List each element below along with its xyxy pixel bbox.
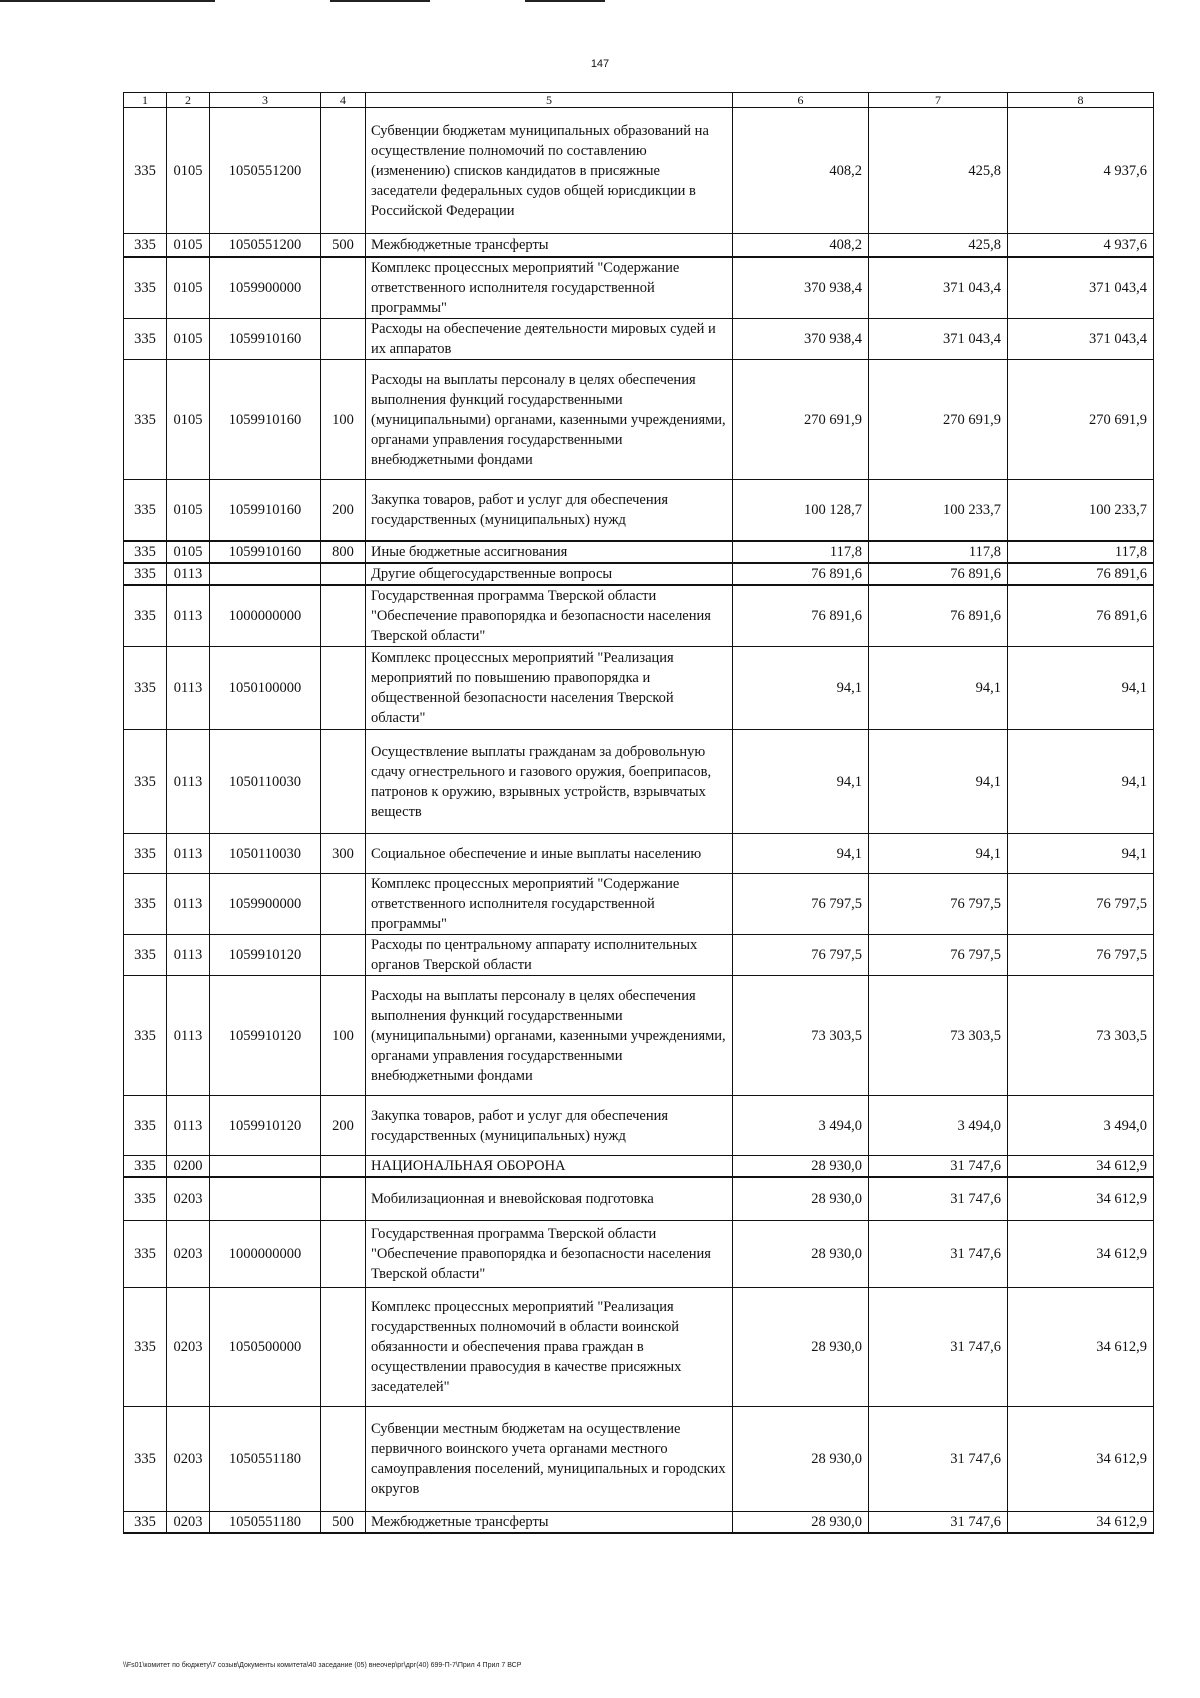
expense-type-cell [321,319,366,360]
table-row [124,1096,1154,1156]
expense-type-cell [321,730,366,834]
gl-code-cell: 335 [124,360,167,480]
table-row [124,1221,1154,1288]
target-article-cell: 1050551180 [210,1407,321,1512]
section-code-cell: 0105 [167,360,210,480]
amount-2025-cell: 31 747,6 [869,1512,1008,1534]
header-cell: 5 [366,93,733,108]
expense-type-cell [321,585,366,647]
description-cell: Осуществление выплаты гражданам за добровольную сдачу огнестрельного и газового оружия, боеприпасов, патронов к оружию, взрывных устройств, взрывчатых веществ [366,730,733,834]
expense-type-cell [321,257,366,319]
target-article-cell [210,1177,321,1221]
file-path-footer: \\Fs01\комитет по бюджету\7 созыв\Документы комитета\40 заседание (05) внеочер\рг\дрг(40) 699-П-7\Прил 4 Прил 7 ВСР [123,1662,522,1669]
expense-type-cell: 200 [321,1096,366,1156]
amount-2026-cell: 94,1 [1008,730,1154,834]
table-row [124,257,1154,319]
gl-code-cell: 335 [124,541,167,563]
amount-2025-cell: 76 797,5 [869,874,1008,935]
target-article-cell: 1050551200 [210,234,321,258]
header-cell: 3 [210,93,321,108]
gl-code-cell: 335 [124,834,167,874]
amount-2026-cell: 34 612,9 [1008,1512,1154,1534]
amount-2024-cell: 76 797,5 [733,874,869,935]
description-cell: Субвенции местным бюджетам на осуществление первичного воинского учета органами местного самоуправления поселений, муниципальных и городских округов [366,1407,733,1512]
table-row [124,834,1154,874]
gl-code-cell: 335 [124,730,167,834]
expense-type-cell [321,1407,366,1512]
table-row [124,1512,1154,1534]
header-cell: 1 [124,93,167,108]
amount-2024-cell: 28 930,0 [733,1512,869,1534]
gl-code-cell: 335 [124,1407,167,1512]
target-article-cell: 1059910120 [210,976,321,1096]
gl-code-cell: 335 [124,234,167,258]
gl-code-cell: 335 [124,257,167,319]
amount-2025-cell: 100 233,7 [869,480,1008,542]
target-article-cell: 1059910160 [210,319,321,360]
target-article-cell: 1000000000 [210,585,321,647]
table-row [124,1177,1154,1221]
amount-2026-cell: 3 494,0 [1008,1096,1154,1156]
amount-2025-cell: 371 043,4 [869,319,1008,360]
table-row [124,541,1154,563]
gl-code-cell: 335 [124,108,167,234]
gl-code-cell: 335 [124,585,167,647]
amount-2026-cell: 76 797,5 [1008,874,1154,935]
section-code-cell: 0105 [167,257,210,319]
description-cell: Другие общегосударственные вопросы [366,563,733,585]
amount-2024-cell: 370 938,4 [733,319,869,360]
gl-code-cell: 335 [124,1512,167,1534]
amount-2025-cell: 31 747,6 [869,1407,1008,1512]
table-row [124,935,1154,976]
amount-2024-cell: 94,1 [733,730,869,834]
description-cell: Закупка товаров, работ и услуг для обеспечения государственных (муниципальных) нужд [366,480,733,542]
section-code-cell: 0203 [167,1177,210,1221]
description-cell: Расходы на обеспечение деятельности мировых судей и их аппаратов [366,319,733,360]
description-cell: Государственная программа Тверской области "Обеспечение правопорядка и безопасности населения Тверской области" [366,1221,733,1288]
section-code-cell: 0105 [167,319,210,360]
section-code-cell: 0113 [167,834,210,874]
amount-2025-cell: 76 891,6 [869,585,1008,647]
expense-type-cell: 500 [321,1512,366,1534]
target-article-cell: 1050500000 [210,1288,321,1407]
target-article-cell: 1059910120 [210,935,321,976]
section-code-cell: 0203 [167,1407,210,1512]
header-cell: 7 [869,93,1008,108]
section-code-cell: 0113 [167,1096,210,1156]
header-cell: 6 [733,93,869,108]
column-number-row [124,93,1154,108]
target-article-cell: 1050551200 [210,108,321,234]
section-code-cell: 0113 [167,647,210,730]
description-cell: НАЦИОНАЛЬНАЯ ОБОРОНА [366,1156,733,1178]
section-code-cell: 0113 [167,585,210,647]
amount-2026-cell: 34 612,9 [1008,1156,1154,1178]
amount-2024-cell: 28 930,0 [733,1221,869,1288]
amount-2026-cell: 94,1 [1008,647,1154,730]
expense-type-cell: 300 [321,834,366,874]
amount-2024-cell: 100 128,7 [733,480,869,542]
description-cell: Комплекс процессных мероприятий "Содержание ответственного исполнителя государственной программы" [366,874,733,935]
description-cell: Государственная программа Тверской области "Обеспечение правопорядка и безопасности населения Тверской области" [366,585,733,647]
description-cell: Межбюджетные трансферты [366,234,733,258]
expense-type-cell: 500 [321,234,366,258]
section-code-cell: 0113 [167,935,210,976]
amount-2025-cell: 31 747,6 [869,1156,1008,1178]
description-cell: Расходы по центральному аппарату исполнительных органов Тверской области [366,935,733,976]
header-cell: 2 [167,93,210,108]
table-row [124,1288,1154,1407]
gl-code-cell: 335 [124,1156,167,1178]
amount-2024-cell: 28 930,0 [733,1156,869,1178]
page-number: 147 [590,58,610,70]
section-code-cell: 0105 [167,541,210,563]
expense-type-cell [321,108,366,234]
gl-code-cell: 335 [124,935,167,976]
description-cell: Комплекс процессных мероприятий "Содержание ответственного исполнителя государственной программы" [366,257,733,319]
section-code-cell: 0113 [167,976,210,1096]
section-code-cell: 0203 [167,1288,210,1407]
gl-code-cell: 335 [124,647,167,730]
expense-type-cell [321,874,366,935]
amount-2024-cell: 370 938,4 [733,257,869,319]
target-article-cell: 1059900000 [210,874,321,935]
amount-2026-cell: 73 303,5 [1008,976,1154,1096]
expense-type-cell [321,563,366,585]
section-code-cell: 0203 [167,1512,210,1534]
amount-2025-cell: 270 691,9 [869,360,1008,480]
amount-2025-cell: 94,1 [869,647,1008,730]
amount-2025-cell: 31 747,6 [869,1288,1008,1407]
amount-2026-cell: 4 937,6 [1008,234,1154,258]
amount-2024-cell: 28 930,0 [733,1177,869,1221]
description-cell: Межбюджетные трансферты [366,1512,733,1534]
table-row [124,234,1154,258]
amount-2025-cell: 371 043,4 [869,257,1008,319]
header-cell: 8 [1008,93,1154,108]
table-row [124,647,1154,730]
expense-type-cell [321,1177,366,1221]
gl-code-cell: 335 [124,874,167,935]
target-article-cell: 1059910160 [210,480,321,542]
table-row [124,585,1154,647]
amount-2026-cell: 76 891,6 [1008,585,1154,647]
description-cell: Закупка товаров, работ и услуг для обеспечения государственных (муниципальных) нужд [366,1096,733,1156]
section-code-cell: 0203 [167,1221,210,1288]
amount-2024-cell: 117,8 [733,541,869,563]
amount-2025-cell: 3 494,0 [869,1096,1008,1156]
target-article-cell [210,1156,321,1178]
description-cell: Комплекс процессных мероприятий "Реализация мероприятий по повышению правопорядка и общественной безопасности населения Тверской области" [366,647,733,730]
target-article-cell: 1050100000 [210,647,321,730]
expense-type-cell [321,935,366,976]
amount-2026-cell: 270 691,9 [1008,360,1154,480]
amount-2025-cell: 94,1 [869,834,1008,874]
amount-2025-cell: 425,8 [869,108,1008,234]
amount-2026-cell: 34 612,9 [1008,1288,1154,1407]
section-code-cell: 0113 [167,730,210,834]
gl-code-cell: 335 [124,976,167,1096]
amount-2026-cell: 117,8 [1008,541,1154,563]
target-article-cell: 1059910120 [210,1096,321,1156]
amount-2024-cell: 408,2 [733,108,869,234]
amount-2026-cell: 371 043,4 [1008,257,1154,319]
gl-code-cell: 335 [124,319,167,360]
table-row [124,360,1154,480]
target-article-cell: 1050110030 [210,730,321,834]
gl-code-cell: 335 [124,1177,167,1221]
description-cell: Расходы на выплаты персоналу в целях обеспечения выполнения функций государственными (муниципальными) органами, казенными учреждениями, органами управления государственными внебюджетными фондами [366,360,733,480]
description-cell: Иные бюджетные ассигнования [366,541,733,563]
target-article-cell: 1050110030 [210,834,321,874]
section-code-cell: 0200 [167,1156,210,1178]
gl-code-cell: 335 [124,1096,167,1156]
table-row [124,874,1154,935]
table-row [124,1407,1154,1512]
section-code-cell: 0105 [167,480,210,542]
table-row [124,319,1154,360]
table-row [124,480,1154,542]
amount-2026-cell: 4 937,6 [1008,108,1154,234]
section-code-cell: 0113 [167,563,210,585]
gl-code-cell: 335 [124,480,167,542]
amount-2025-cell: 425,8 [869,234,1008,258]
amount-2026-cell: 100 233,7 [1008,480,1154,542]
amount-2026-cell: 94,1 [1008,834,1154,874]
amount-2026-cell: 76 891,6 [1008,563,1154,585]
amount-2026-cell: 34 612,9 [1008,1221,1154,1288]
expense-type-cell: 100 [321,976,366,1096]
target-article-cell: 1059910160 [210,541,321,563]
gl-code-cell: 335 [124,563,167,585]
table-row [124,563,1154,585]
amount-2026-cell: 34 612,9 [1008,1407,1154,1512]
section-code-cell: 0105 [167,234,210,258]
amount-2024-cell: 76 891,6 [733,585,869,647]
target-article-cell: 1000000000 [210,1221,321,1288]
amount-2025-cell: 31 747,6 [869,1221,1008,1288]
amount-2026-cell: 76 797,5 [1008,935,1154,976]
gl-code-cell: 335 [124,1221,167,1288]
amount-2024-cell: 76 891,6 [733,563,869,585]
header-cell: 4 [321,93,366,108]
expense-type-cell: 200 [321,480,366,542]
table-row [124,108,1154,234]
amount-2024-cell: 94,1 [733,834,869,874]
amount-2025-cell: 76 891,6 [869,563,1008,585]
amount-2024-cell: 94,1 [733,647,869,730]
expense-type-cell [321,1221,366,1288]
description-cell: Расходы на выплаты персоналу в целях обеспечения выполнения функций государственными (муниципальными) органами, казенными учреждениями, органами управления государственными внебюджетными фондами [366,976,733,1096]
amount-2024-cell: 73 303,5 [733,976,869,1096]
description-cell: Комплекс процессных мероприятий "Реализация государственных полномочий в области воинской обязанности и обеспечения права граждан в осуществлении правосудия в качестве присяжных заседателей" [366,1288,733,1407]
amount-2024-cell: 28 930,0 [733,1288,869,1407]
description-cell: Субвенции бюджетам муниципальных образований на осуществление полномочий по составлению (изменению) списков кандидатов в присяжные заседатели федеральных судов общей юрисдикции в Российской Федерации [366,108,733,234]
section-code-cell: 0113 [167,874,210,935]
expense-type-cell [321,647,366,730]
amount-2024-cell: 270 691,9 [733,360,869,480]
amount-2024-cell: 408,2 [733,234,869,258]
amount-2024-cell: 28 930,0 [733,1407,869,1512]
target-article-cell: 1059910160 [210,360,321,480]
target-article-cell [210,563,321,585]
section-code-cell: 0105 [167,108,210,234]
table-row [124,1156,1154,1178]
amount-2025-cell: 76 797,5 [869,935,1008,976]
amount-2026-cell: 34 612,9 [1008,1177,1154,1221]
amount-2025-cell: 94,1 [869,730,1008,834]
target-article-cell: 1050551180 [210,1512,321,1534]
amount-2025-cell: 31 747,6 [869,1177,1008,1221]
amount-2024-cell: 3 494,0 [733,1096,869,1156]
expense-type-cell [321,1156,366,1178]
table-row [124,976,1154,1096]
amount-2025-cell: 73 303,5 [869,976,1008,1096]
description-cell: Социальное обеспечение и иные выплаты населению [366,834,733,874]
scan-top-edge [0,0,1200,4]
expense-type-cell: 100 [321,360,366,480]
amount-2026-cell: 371 043,4 [1008,319,1154,360]
budget-table [123,92,1154,1534]
amount-2024-cell: 76 797,5 [733,935,869,976]
expense-type-cell [321,1288,366,1407]
description-cell: Мобилизационная и вневойсковая подготовка [366,1177,733,1221]
expense-type-cell: 800 [321,541,366,563]
amount-2025-cell: 117,8 [869,541,1008,563]
gl-code-cell: 335 [124,1288,167,1407]
table-row [124,730,1154,834]
target-article-cell: 1059900000 [210,257,321,319]
